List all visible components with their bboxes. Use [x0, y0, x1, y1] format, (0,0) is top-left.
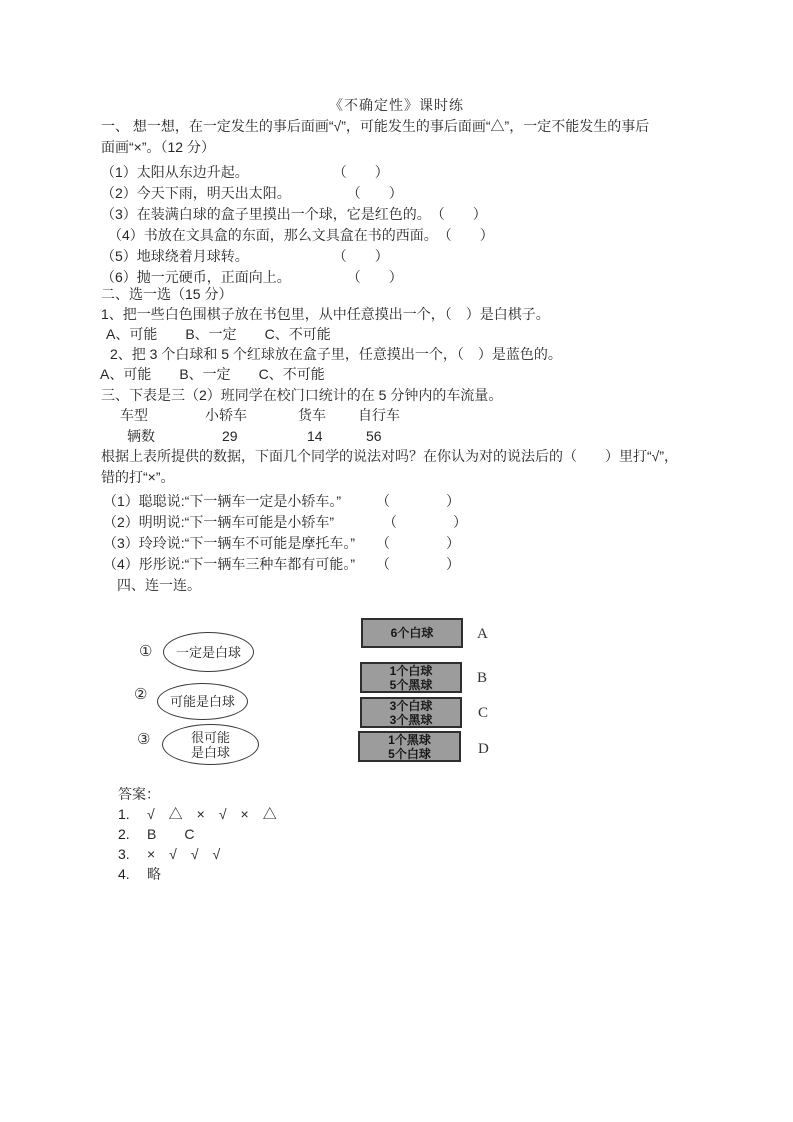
section4-heading: 四、连一连。 — [117, 577, 201, 593]
match-option-2-ellipse — [157, 683, 248, 720]
section1-item-3: （3）在装满白球的盒子里摸出一个球，它是红色的。 （ ） — [101, 206, 487, 222]
table-col-car: 小轿车 — [205, 407, 247, 423]
match-box-d — [358, 731, 461, 762]
section2-question-2: 2、把 3 个白球和 5 个红球放在盒子里，任意摸出一个，（ ）是蓝色的。 — [110, 346, 562, 362]
answer-row-2 — [118, 824, 194, 844]
match-box-b-line1: 1个白球 — [389, 663, 433, 678]
table-count-bicycle: 56 — [366, 428, 382, 444]
answer-row-3 — [118, 844, 220, 864]
section3-statement-2: （2）明明说:“下一辆车可能是小轿车” （ ） — [103, 514, 467, 530]
section1-item-4: （4）书放在文具盒的东面，那么文具盒在书的西面。 （ ） — [108, 227, 494, 243]
answer-3-value: × √ √ √ — [147, 846, 221, 862]
match-box-c — [360, 697, 462, 728]
section2-heading: 二、选一选（15 分） — [101, 286, 233, 302]
section2-question-1-options: A、可能 B、一定 C、不可能 — [106, 326, 331, 342]
section2-question-1: 1、把一些白色围棋子放在书包里，从中任意摸出一个，（ ）是白棋子。 — [101, 306, 550, 322]
section1-item-2: （2）今天下雨，明天出太阳。 （ ） — [101, 185, 403, 201]
section3-instruction-line2: 错的打“×”。 — [101, 469, 175, 485]
circled-number-3: ③ — [137, 731, 151, 748]
match-option-2-label: 可能是白球 — [169, 694, 235, 709]
match-box-d-letter: D — [478, 741, 489, 757]
section2-question-2-options: A、可能 B、一定 C、不可能 — [100, 366, 325, 382]
answer-2-value: B C — [147, 826, 195, 842]
section3-statement-4: （4）彤彤说:“下一辆车三种车都有可能。” （ ） — [103, 556, 460, 572]
match-box-c-line1: 3个白球 — [389, 698, 433, 713]
answer-4-number: 4. — [118, 866, 130, 882]
match-box-a-line1: 6个白球 — [390, 626, 434, 640]
answers-label: 答案： — [118, 786, 160, 802]
match-box-a-letter: A — [477, 626, 488, 642]
section3-instruction-line1: 根据上表所提供的数据，下面几个同学的说法对吗？在你认为对的说法后的（ ）里打“√”， — [101, 448, 679, 464]
section1-item-1: （1）太阳从东边升起。 （ ） — [101, 164, 389, 180]
match-option-1-ellipse — [163, 632, 254, 672]
circled-number-2: ② — [134, 686, 148, 703]
section3-heading: 三、下表是三（2）班同学在校门口统计的在 5 分钟内的车流量。 — [101, 387, 503, 403]
match-box-b — [360, 662, 462, 693]
section3-statement-3: （3）玲玲说:“下一辆车不可能是摩托车。” （ ） — [103, 535, 460, 551]
table-count-truck: 14 — [307, 428, 323, 444]
match-option-1-label: 一定是白球 — [175, 644, 241, 660]
match-box-d-line2: 5个白球 — [388, 746, 431, 761]
answer-2-number: 2. — [118, 826, 130, 842]
answer-1-value: √ △ × √ × △ — [147, 806, 277, 822]
match-option-3-ellipse — [162, 724, 259, 765]
table-row1-label: 车型 — [120, 407, 148, 423]
match-box-b-letter: B — [477, 670, 488, 686]
match-box-b-line2: 5个黑球 — [389, 677, 433, 692]
table-row2-label: 辆数 — [127, 428, 155, 444]
table-col-truck: 货车 — [298, 407, 326, 423]
answer-row-4 — [118, 864, 161, 884]
answer-3-number: 3. — [118, 846, 130, 862]
page-title: 《不确定性》课时练 — [329, 97, 464, 113]
match-box-a — [361, 618, 463, 648]
answer-row-1 — [118, 804, 277, 824]
section3-statement-1: （1）聪聪说:“下一辆车一定是小轿车。” （ ） — [103, 493, 460, 509]
section1-item-5: （5）地球绕着月球转。 （ ） — [101, 248, 389, 264]
answer-4-value: 略 — [147, 866, 161, 882]
match-option-3-label-line2: 是白球 — [190, 744, 230, 760]
section1-heading-line2: 面画“×”。（12 分） — [101, 139, 215, 155]
section1-heading-line1: 一、 想一想，在一定发生的事后面画“√”，可能发生的事后面画“△”，一定不能发生的事后 — [101, 118, 650, 134]
match-box-d-line1: 1个黑球 — [388, 732, 431, 747]
match-box-c-letter: C — [478, 705, 489, 721]
match-option-3-label-line1: 很可能 — [190, 729, 230, 745]
table-count-car: 29 — [222, 428, 238, 444]
section1-item-6: （6）抛一元硬币，正面向上。 （ ） — [101, 269, 403, 285]
answer-1-number: 1. — [118, 806, 130, 822]
table-col-bicycle: 自行车 — [358, 407, 400, 423]
circled-number-1: ① — [139, 643, 153, 660]
match-box-c-line2: 3个黑球 — [389, 712, 433, 727]
